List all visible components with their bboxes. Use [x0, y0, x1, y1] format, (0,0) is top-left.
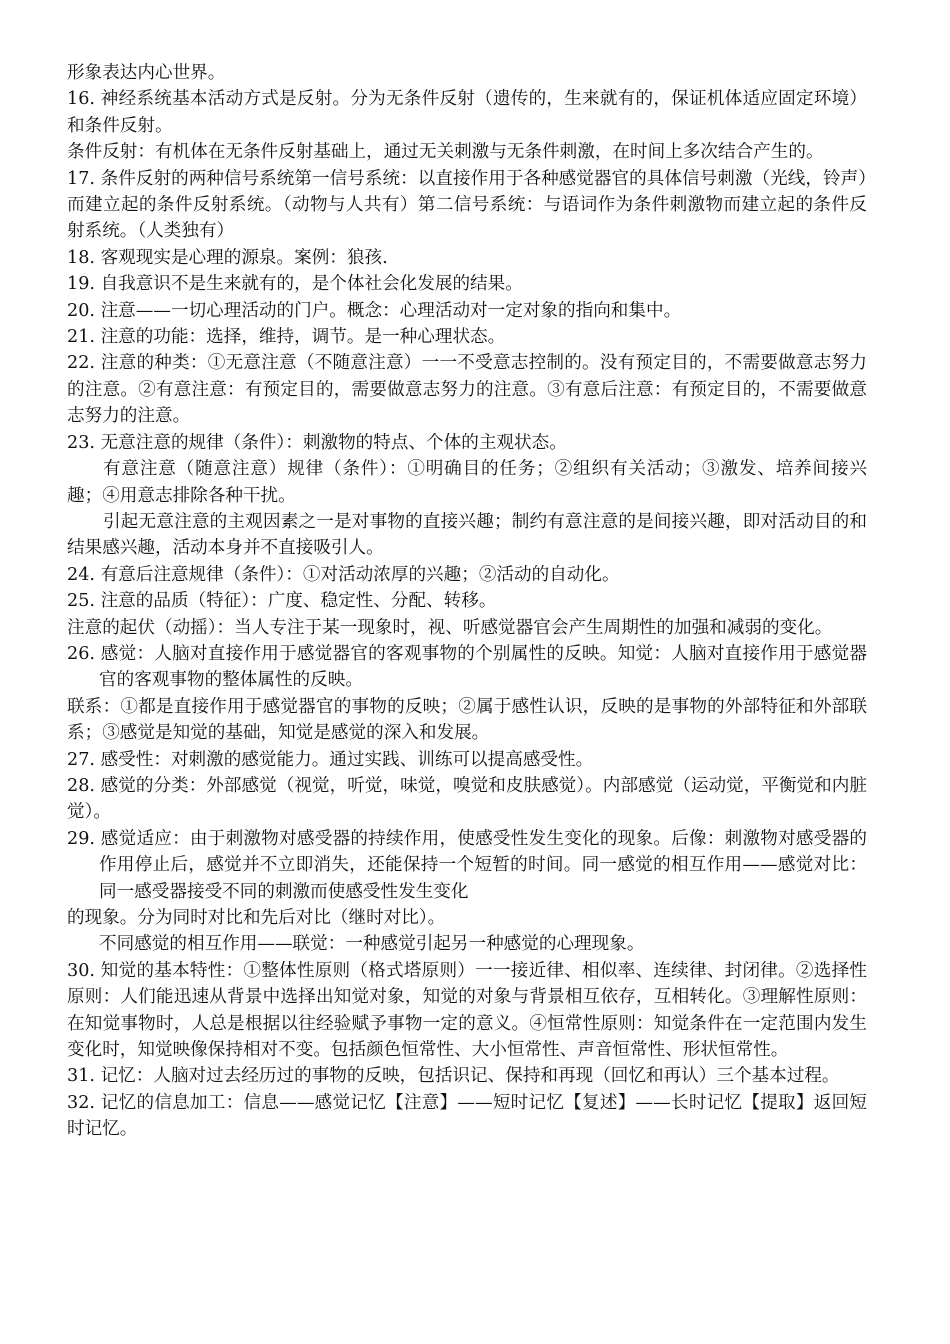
paragraph-item-25: 25. 注意的品质（特征）：广度、稳定性、分配、转移。 [67, 591, 497, 612]
paragraph-item-29-continued: 的现象。分为同时对比和先后对比（继时对比）。 [67, 908, 446, 928]
paragraph-intro-fragment: 形象表达内心世界。 [67, 63, 226, 83]
paragraph-item-21: 21. 注意的功能：选择，维持，调节。是一种心理状态。 [67, 327, 506, 348]
paragraph-item-26: 26. 感觉：人脑对直接作用于感觉器官的客观事物的个别属性的反映。知觉：人脑对直接作用于感觉器官的客观事物的整体属性的反映。 [67, 643, 867, 691]
paragraph-item-20: 20. 注意——一切心理活动的门户。概念：心理活动对一定对象的指向和集中。 [67, 300, 682, 321]
document-page [67, 60, 867, 1143]
paragraph-item-16: 16. 神经系统基本活动方式是反射。分为无条件反射（遗传的，生来就有的，保证机体适应固定环境）和条件反射。 [67, 89, 867, 136]
paragraph-item-29: 29. 感觉适应：由于刺激物对感受器的持续作用，使感受性发生变化的现象。后像：刺激物对感受器的作用停止后，感觉并不立即消失，还能保持一个短暂的时间。同一感觉的相互作用——感觉对比：同一感受器接受不同的刺激而使感受性发生变化 [67, 828, 867, 902]
paragraph-item-30: 30. 知觉的基本特性：①整体性原则（格式塔原则）一一接近律、相似率、连续律、封闭律。②选择性原则：人们能迅速从背景中选择出知觉对象，知觉的对象与背景相互依存，互相转化。③理解性原则：在知觉事物时，人总是根据以往经验赋予事物一定的意义。④恒常性原则：知觉条件在一定范围内发生变化时，知觉映像保持相对不变。包括颜色恒常性、大小恒常性、声音恒常性、形状恒常性。 [67, 960, 867, 1061]
paragraph-item-24: 24. 有意后注意规律（条件）：①对活动浓厚的兴趣；②活动的自动化。 [67, 564, 620, 585]
paragraph-item-18: 18. 客观现实是心理的源泉。案例：狼孩. [67, 247, 388, 268]
paragraph-relation: 联系：①都是直接作用于感觉器官的事物的反映；②属于感性认识，反映的是事物的外部特征和外部联系；③感觉是知觉的基础，知觉是感觉的深入和发展。 [67, 696, 867, 744]
paragraph-item-31: 31. 记忆：人脑对过去经历过的事物的反映，包括识记、保持和再现（回忆和再认）三个基本过程。 [67, 1066, 840, 1087]
paragraph-voluntary-attention: 有意注意（随意注意）规律（条件）：①明确目的任务；②组织有关活动；③激发、培养间接兴趣；④用意志排除各种干扰。 [67, 459, 867, 506]
paragraph-item-27: 27. 感受性：对刺激的感觉能力。通过实践、训练可以提高感受性。 [67, 749, 594, 770]
paragraph-synesthesia: 不同感觉的相互作用——联觉：一种感觉引起另一种感觉的心理现象。 [99, 934, 645, 955]
paragraph-item-17: 17. 条件反射的两种信号系统第一信号系统：以直接作用于各种感觉器官的具体信号刺激（光线，铃声）而建立起的条件反射系统。（动物与人共有）第二信号系统：与语词作为条件刺激物而建立起的条件反射系统。（人类独有） [67, 168, 867, 242]
paragraph-item-23: 23. 无意注意的规律（条件）：刺激物的特点、个体的主观状态。 [67, 432, 567, 453]
paragraph-item-22: 22. 注意的种类：①无意注意（不随意注意）一一不受意志控制的。没有预定目的，不需要做意志努力的注意。②有意注意：有预定目的，需要做意志努力的注意。③有意后注意：有预定目的，不需要做意志努力的注意。 [67, 353, 867, 427]
paragraph-item-19: 19. 自我意识不是生来就有的，是个体社会化发展的结果。 [67, 274, 523, 295]
paragraph-attention-fluctuation: 注意的起伏（动摇）：当人专注于某一现象时，视、听感觉器官会产生周期性的加强和减弱的变化。 [67, 617, 833, 638]
paragraph-item-32: 32. 记忆的信息加工：信息——感觉记忆【注意】——短时记忆【复述】——长时记忆【提取】返回短时记忆。 [67, 1092, 867, 1140]
paragraph-item-28: 28. 感觉的分类：外部感觉（视觉，听觉，味觉，嗅觉和皮肤感觉）。内部感觉（运动觉，平衡觉和内脏觉）。 [67, 775, 867, 823]
paragraph-interest-factors: 引起无意注意的主观因素之一是对事物的直接兴趣；制约有意注意的是间接兴趣，即对活动目的和结果感兴趣，活动本身并不直接吸引人。 [67, 511, 867, 559]
paragraph-conditioned-reflex: 条件反射：有机体在无条件反射基础上，通过无关刺激与无条件刺激，在时间上多次结合产生的。 [67, 142, 824, 163]
